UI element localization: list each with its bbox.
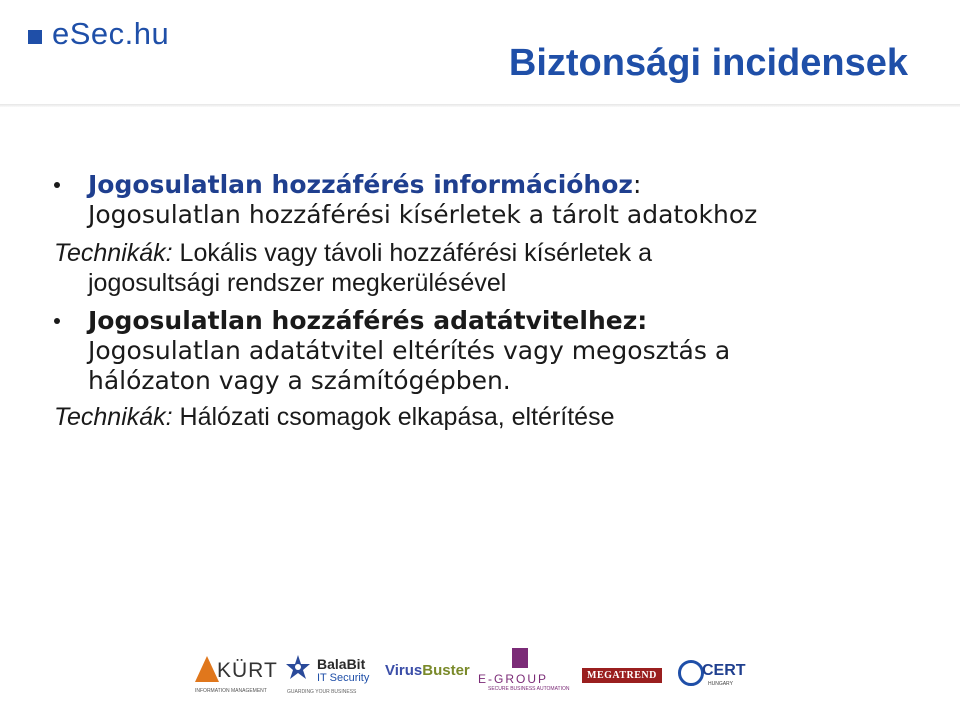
kurt-sub: INFORMATION MANAGEMENT: [195, 688, 267, 694]
egroup-name: E-GROUP: [478, 672, 549, 686]
virusbuster-name-b: Buster: [422, 662, 470, 679]
balabit-star-icon: [285, 654, 311, 680]
heading-text: Jogosulatlan hozzáférés információhoz: [88, 170, 633, 199]
egroup-e-icon: [512, 648, 528, 668]
virusbuster-name-a: Virus: [385, 662, 423, 679]
techniques-text: Lokális vagy távoli hozzáférési kísérletek a: [172, 239, 652, 267]
balabit-sub: GUARDING YOUR BUSINESS: [287, 689, 357, 695]
virusbuster-logo: [385, 662, 470, 679]
heading-text: Jogosulatlan hozzáférés adatátvitelhez:: [88, 306, 648, 335]
techniques-row-1: [48, 238, 928, 268]
bullet-heading-1: [48, 170, 928, 200]
bullet-detail-2a: Jogosulatlan adatátvitel eltérítés vagy megosztás a: [88, 336, 731, 365]
slide-content: [48, 170, 928, 432]
cert-sub: HUNGARY: [708, 681, 733, 687]
techniques-label: Technikák:: [54, 403, 173, 431]
kurt-name: KÜRT: [217, 659, 278, 682]
techniques-text: Hálózati csomagok elkapása, eltérítése: [172, 403, 615, 431]
balabit-name: BalaBit: [317, 656, 366, 672]
cert-ring-icon: [678, 660, 704, 686]
page-title: Biztonsági incidensek: [508, 42, 908, 84]
sponsor-logos: [190, 648, 770, 696]
balabit-tagline: IT Security: [317, 672, 370, 684]
bullet-icon: [54, 318, 60, 324]
bullet-icon: [54, 182, 60, 188]
title-divider: [0, 104, 960, 107]
brand-logo: [28, 14, 169, 54]
techniques-label: Technikák:: [54, 239, 173, 267]
bullet-detail-2b: hálózaton vagy a számítógépben.: [88, 366, 511, 395]
egroup-sub: SECURE BUSINESS AUTOMATION: [488, 686, 570, 692]
brand-name: eSec.hu: [52, 16, 170, 51]
brand-square-icon: [28, 30, 42, 44]
techniques-row-2: [48, 402, 928, 432]
heading-colon: :: [632, 170, 642, 199]
cert-name: CERT: [702, 662, 746, 679]
bullet-heading-2: [48, 306, 928, 336]
techniques-continuation-1: jogosultsági rendszer megkerülésével: [88, 269, 507, 297]
bullet-block-1: [48, 170, 928, 298]
bullet-detail-1: Jogosulatlan hozzáférési kísérletek a tárolt adatokhoz: [88, 200, 758, 229]
kurt-triangle-icon: [195, 656, 219, 682]
megatrend-logo: MEGATREND: [582, 668, 662, 683]
bullet-block-2: [48, 306, 928, 432]
